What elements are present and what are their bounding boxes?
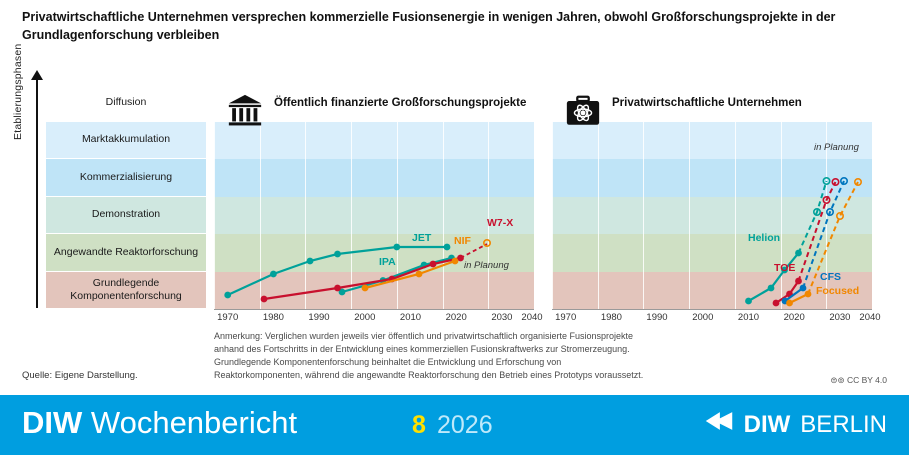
- xtick-1980: 1980: [262, 312, 284, 323]
- xtick-1970: 1970: [217, 312, 239, 323]
- phase-ladder: [46, 84, 206, 309]
- label-nif: NIF: [454, 235, 471, 247]
- footer-issue: 8: [412, 411, 426, 439]
- panel-public-title: Öffentlich finanzierte Großforschungsprojekte: [274, 97, 527, 109]
- label-in-planung-public: in Planung: [464, 260, 509, 271]
- chart-source: Quelle: Eigene Darstellung.: [22, 370, 138, 381]
- reactor-case-icon: [564, 92, 602, 130]
- panel-public-header: [226, 92, 526, 130]
- panel-private-title: Privatwirtschaftliche Unternehmen: [612, 97, 802, 109]
- phase-marktakkumulation: Marktakkumulation: [46, 122, 206, 160]
- panel-private-axis: [552, 309, 872, 310]
- panel-private: [552, 84, 881, 323]
- phase-grundlegende-komponentenforschung: Grundlegende Komponentenforschung: [46, 272, 206, 310]
- xtick2-2010: 2010: [737, 312, 760, 323]
- y-axis-line: [36, 78, 38, 308]
- panel-public: [214, 84, 543, 323]
- xtick2-2000: 2000: [692, 312, 714, 323]
- label-w7x: W7-X: [487, 217, 514, 229]
- y-axis-title: Etablierungsphasen: [12, 43, 24, 140]
- chart-note: Anmerkung: Verglichen wurden jeweils vier öffentlich und privatwirtschaftlich organisierte Fusionsprojekte anhand des Fortschritts in der Entwicklung eines kommerziellen Fusionskraftwerks zur Stromerzeugung. Grundlegende Komponentenforschung beinhaltet die Entwicklung und Erforschung von Reaktorkomponenten, während die angewandte Reaktorforschung den Betrieb eines Prototyps voraussetzt.: [214, 331, 644, 381]
- xtick2-1980: 1980: [600, 312, 622, 323]
- phase-angewandte-reaktorforschung: Angewandte Reaktorforschung: [46, 234, 206, 272]
- xtick-2010: 2010: [399, 312, 422, 323]
- footer-brand-thin: BERLIN: [800, 410, 887, 438]
- page-title: Privatwirtschaftliche Unternehmen versprechen kommerzielle Fusionsenergie in wenigen Jahren, obwohl Großforschungsprojekte in der Grundlagenforschung verbleiben: [22, 10, 836, 43]
- xtick2-1970: 1970: [555, 312, 577, 323]
- cc-label: CC BY 4.0: [846, 375, 887, 385]
- bank-icon: [226, 92, 264, 130]
- label-jet: JET: [412, 232, 432, 244]
- label-focused: Focused: [816, 285, 860, 297]
- phase-demonstration: Demonstration: [46, 197, 206, 235]
- footer-brand: [704, 409, 887, 440]
- label-cfs: CFS: [820, 271, 841, 283]
- y-axis-arrow-icon: [31, 70, 43, 80]
- phase-kommerzialisierung: Kommerzialisierung: [46, 159, 206, 197]
- xtick-2030: 2030: [491, 312, 513, 323]
- cc-license: [830, 375, 887, 386]
- label-helion: Helion: [748, 232, 781, 244]
- footer-title-bold: DIW: [22, 405, 83, 440]
- footer-bar: [0, 395, 909, 455]
- panel-private-header: [564, 92, 802, 130]
- label-toe: TOE: [774, 262, 796, 274]
- xtick-1990: 1990: [308, 312, 330, 323]
- label-in-planung-private: in Planung: [814, 142, 859, 153]
- label-ipa: IPA: [379, 256, 396, 268]
- xtick2-2030: 2030: [829, 312, 851, 323]
- diw-logo-icon: [704, 409, 734, 440]
- footer-year: 2026: [437, 411, 493, 439]
- xtick2-1990: 1990: [646, 312, 668, 323]
- footer-title: [22, 405, 297, 441]
- phase-diffusion: Diffusion: [46, 84, 206, 122]
- xtick2-2040: 2040: [859, 312, 881, 323]
- xtick2-2020: 2020: [783, 312, 805, 323]
- footer-title-light: Wochenbericht: [90, 405, 298, 440]
- xtick-2040: 2040: [521, 312, 543, 323]
- xtick-2000: 2000: [354, 312, 376, 323]
- cc-icon: ⊜⊚: [830, 375, 845, 385]
- panel-public-axis: [214, 309, 534, 310]
- xtick-2020: 2020: [445, 312, 467, 323]
- footer-brand-bold: DIW: [743, 410, 791, 438]
